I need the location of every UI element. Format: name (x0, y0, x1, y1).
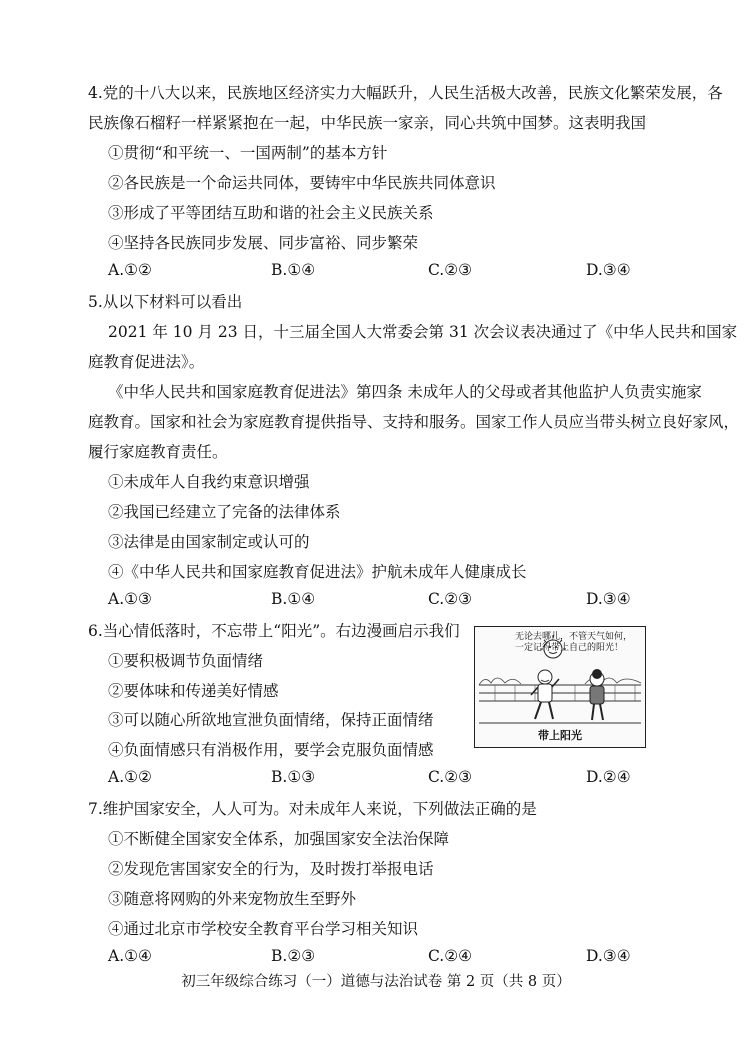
q5-material2-line3: 履行家庭教育责任。 (88, 443, 228, 461)
q6-option-2: ②要体味和传递美好情感 (108, 682, 279, 700)
q5-material2-line2: 庭教育。国家和社会为家庭教育提供指导、支持和服务。国家工作人员应当带头树立良好家风， (88, 413, 740, 431)
q7-choice-b: B.②③ (271, 947, 316, 965)
q5-option-1: ①未成年人自我约束意识增强 (108, 473, 310, 491)
q7-stem: 7.维护国家安全，人人可为。对未成年人来说，下列做法正确的是 (88, 800, 537, 818)
q7-choice-a: A.①④ (108, 947, 152, 965)
q7-choice-d: D.③④ (586, 947, 631, 965)
q5-choice-c: C.②③ (428, 590, 473, 608)
q5-material1-line1: 2021 年 10 月 23 日，十三届全国人大常委会第 31 次会议表决通过了《中华人民共和国家 (108, 323, 738, 341)
q6-choice-c: C.②③ (428, 768, 473, 786)
q6-stem: 6.当心情低落时，不忘带上“阳光”。右边漫画启示我们 (88, 622, 460, 640)
q6-option-4: ④负面情感只有消极作用，要学会克服负面情感 (108, 741, 434, 759)
cartoon-caption (515, 632, 635, 654)
q4-stem-line2: 民族像石榴籽一样紧紧抱在一起，中华民族一家亲，同心共筑中国梦。这表明我国 (88, 114, 647, 132)
cartoon-caption-line1: 无论去哪儿，不管天气如何， (515, 632, 633, 642)
q5-material1-line2: 庭教育促进法》。 (88, 353, 205, 371)
page-footer: 初三年级综合练习（一）道德与法治试卷 第 2 页（共 8 页） (181, 974, 571, 990)
q5-option-2: ②我国已经建立了完备的法律体系 (108, 503, 341, 521)
q4-option-2: ②各民族是一个命运共同体，要铸牢中华民族共同体意识 (108, 174, 496, 192)
q4-option-3: ③形成了平等团结互助和谐的社会主义民族关系 (108, 204, 434, 222)
cartoon-image (474, 626, 646, 748)
q4-stem-line1: 4.党的十八大以来，民族地区经济实力大幅跃升，人民生活极大改善，民族文化繁荣发展，各 (88, 84, 723, 102)
q7-choices (108, 947, 668, 969)
q4-choice-b: B.①④ (271, 261, 316, 279)
q4-choice-d: D.③④ (586, 261, 631, 279)
q6-option-3: ③可以随心所欲地宣泄负面情绪，保持正面情绪 (108, 711, 434, 729)
q4-choices (108, 261, 668, 283)
q5-material2-line1: 《中华人民共和国家庭教育促进法》第四条 未成年人的父母或者其他监护人负责实施家 (108, 383, 702, 401)
q5-choice-d: D.③④ (586, 590, 631, 608)
q5-option-4: ④《中华人民共和国家庭教育促进法》护航未成年人健康成长 (108, 563, 527, 581)
q4-option-1: ①贯彻“和平统一、一国两制”的基本方针 (108, 144, 388, 162)
cartoon-title: 带上阳光 (538, 729, 582, 742)
q7-option-3: ③随意将网购的外来宠物放生至野外 (108, 890, 357, 908)
q5-option-3: ③法律是由国家制定或认可的 (108, 533, 310, 551)
q5-choice-a: A.①③ (108, 590, 152, 608)
q5-choices (108, 590, 668, 612)
q4-choice-c: C.②③ (428, 261, 473, 279)
q4-choice-a: A.①② (108, 261, 152, 279)
q6-option-1: ①要积极调节负面情绪 (108, 652, 264, 670)
q6-choice-b: B.①③ (271, 768, 316, 786)
cartoon-caption-line2: 一定记得带上自己的阳光！ (515, 643, 624, 653)
q6-choice-a: A.①② (108, 768, 152, 786)
q5-stem: 5.从以下材料可以看出 (88, 293, 243, 311)
q7-option-4: ④通过北京市学校安全教育平台学习相关知识 (108, 920, 419, 938)
q4-option-4: ④坚持各民族同步发展、同步富裕、同步繁荣 (108, 234, 419, 252)
q6-choice-d: D.②④ (586, 768, 631, 786)
q7-option-2: ②发现危害国家安全的行为，及时拨打举报电话 (108, 860, 434, 878)
q6-choices (108, 768, 668, 790)
q7-option-1: ①不断健全国家安全体系，加强国家安全法治保障 (108, 830, 450, 848)
q7-choice-c: C.②④ (428, 947, 473, 965)
q5-choice-b: B.①④ (271, 590, 316, 608)
